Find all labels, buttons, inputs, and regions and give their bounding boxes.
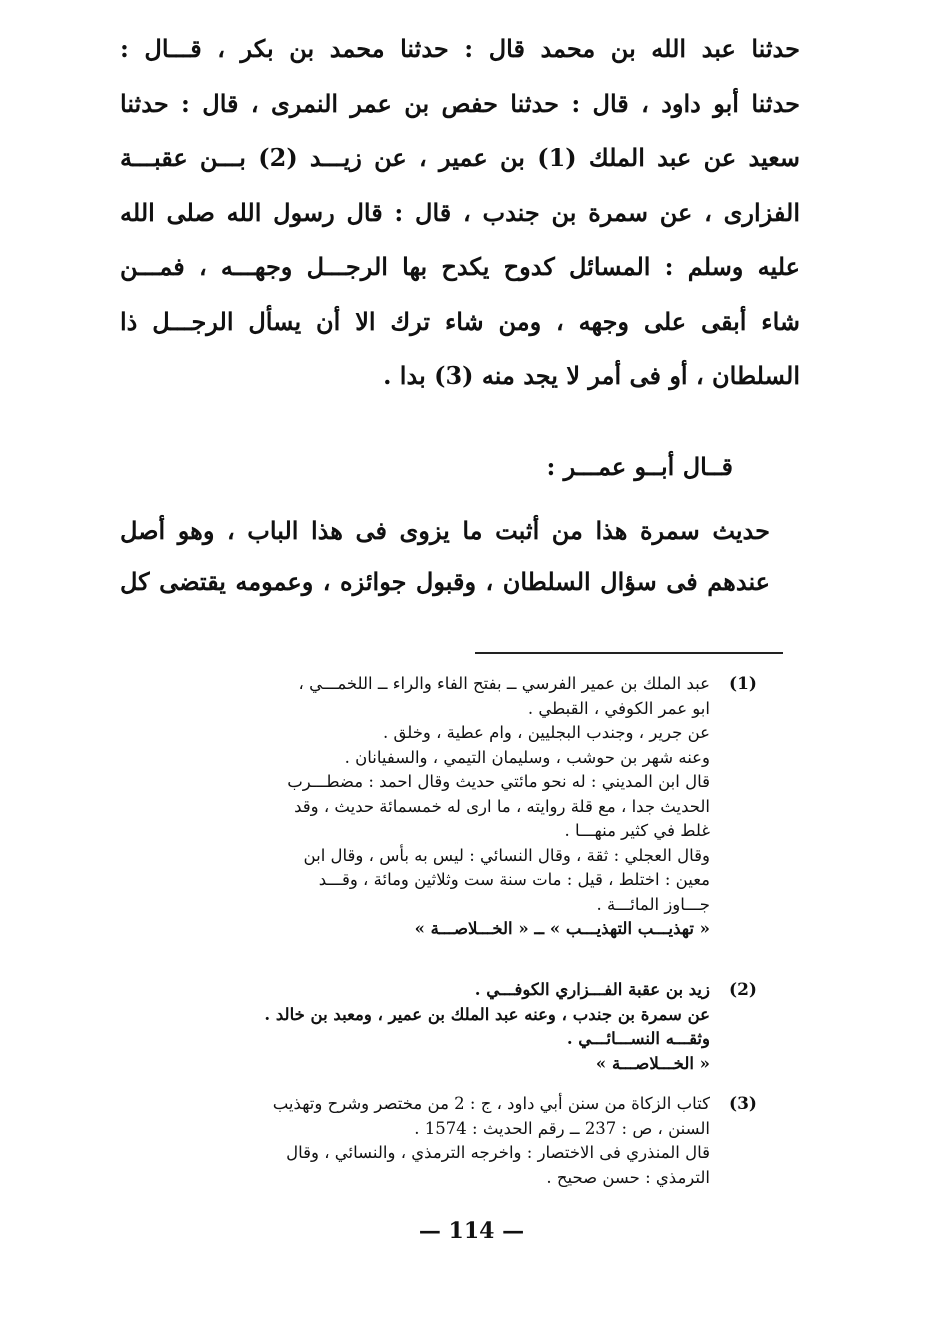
footnote-body [105,978,710,1076]
footnote-line: قال ابن المديني : له نحو مائتي حديث وقال احمد : مضطـــرب [287,772,710,791]
main-text-line: سعيد عن عبد الملك (1) بن عمير ، عن زيـــد (2) بـــن عقبـــة [120,143,800,172]
footnote-line: قال المنذري فى الاختصار : واخرجه الترمذي ، والنسائي ، وقال [286,1143,710,1162]
main-text-line: السلطان ، أو فى أمر لا يجد منه (3) بدا . [383,361,800,390]
footnote-line: الحديث جدا ، مع قلة روايته ، ما ارى له خمسمائة حديث ، وقد [294,796,710,816]
main-text-line: حدثنا أبو داود ، قال : حدثنا حفص بن عمر النمرى ، قال : حدثنا [120,88,800,118]
footnote-line: وعنه شهر بن حوشب ، وسليمان التيمي ، والسفيانان . [344,747,710,767]
footnote-line: الترمذي : حسن صحيح . [546,1167,710,1187]
footnote-line: زيد بن عقبة الفـــزاري الكوفـــي . [474,980,710,999]
footnote-body [105,1092,710,1190]
footnote-source: « الخـــلاصـــة » [595,1053,710,1073]
footnote-line: وقال العجلي : ثقة ، وقال النسائي : ليس به بأس ، وقال ابن [303,845,710,865]
footnote-divider [475,652,783,654]
main-text-block [120,22,800,404]
commentary-paragraph [120,505,770,607]
paragraph-line: عندهم فى سؤال السلطان ، وقبول جوائزه ، وعمومه يقتضى كل [120,567,770,596]
footnote-line: كتاب الزكاة من سنن أبي داود ، ج : 2 من مختصر وشرح وتهذيب [272,1094,710,1113]
footnote-2 [105,978,765,1078]
footnote-line: عن جرير ، وجندب البجليين ، وام عطية ، وخلق . [382,723,710,742]
footnote-3 [105,1092,765,1192]
footnote-line: معين : اختلط ، قيل : مات سنة ست وثلاثين ومائة ، وقـــد [318,870,710,889]
page-number: — 114 — [418,1218,525,1244]
footnote-line: وثقـــه النســـائـــي . [566,1029,710,1048]
footnote-number: (1) [729,674,757,694]
main-text-line: عليه وسلم : المسائل كدوح يكدح بها الرجـــل وجهـــه ، فمـــن [120,252,800,281]
section-heading: قــال أبــو عمـــر : [546,452,733,481]
footnote-number: (2) [729,980,757,1000]
footnote-line: السنن ، ص : 237 ــ رقم الحديث : 1574 . [414,1118,710,1138]
footnote-1 [105,672,765,972]
main-text-line: الفزارى ، عن سمرة بن جندب ، قال : قال رسول الله صلى الله [120,197,800,227]
footnote-line: عن سمرة بن جندب ، وعنه عبد الملك بن عمير ، ومعبد بن خالد . [264,1004,710,1024]
footnote-source: « تهذيـــب التهذيـــب » ــ « الخـــلاصـــة » [414,919,710,938]
main-text-line: شاء أبقى على وجهه ، ومن شاء ترك الا أن يسأل الرجـــل ذا [120,306,800,336]
footnote-line: عبد الملك بن عمير الفرسي ــ بفتح الفاء والراء ــ اللخمـــي ، [298,674,710,693]
footnote-line: غلط في كثير منهـــا . [564,821,710,840]
paragraph-line: حديث سمرة هذا من أثبت ما يزوى فى هذا الباب ، وهو أصل [120,516,770,545]
footnote-line: جـــاوز المائـــة . [596,894,710,914]
main-text-line: حدثنا عبد الله بن محمد قال : حدثنا محمد بن بكر ، قـــال : [120,34,800,63]
footnote-line: ابو عمر الكوفي ، القبطي . [527,698,710,718]
footnote-number: (3) [729,1094,757,1114]
footnote-body [105,672,710,942]
